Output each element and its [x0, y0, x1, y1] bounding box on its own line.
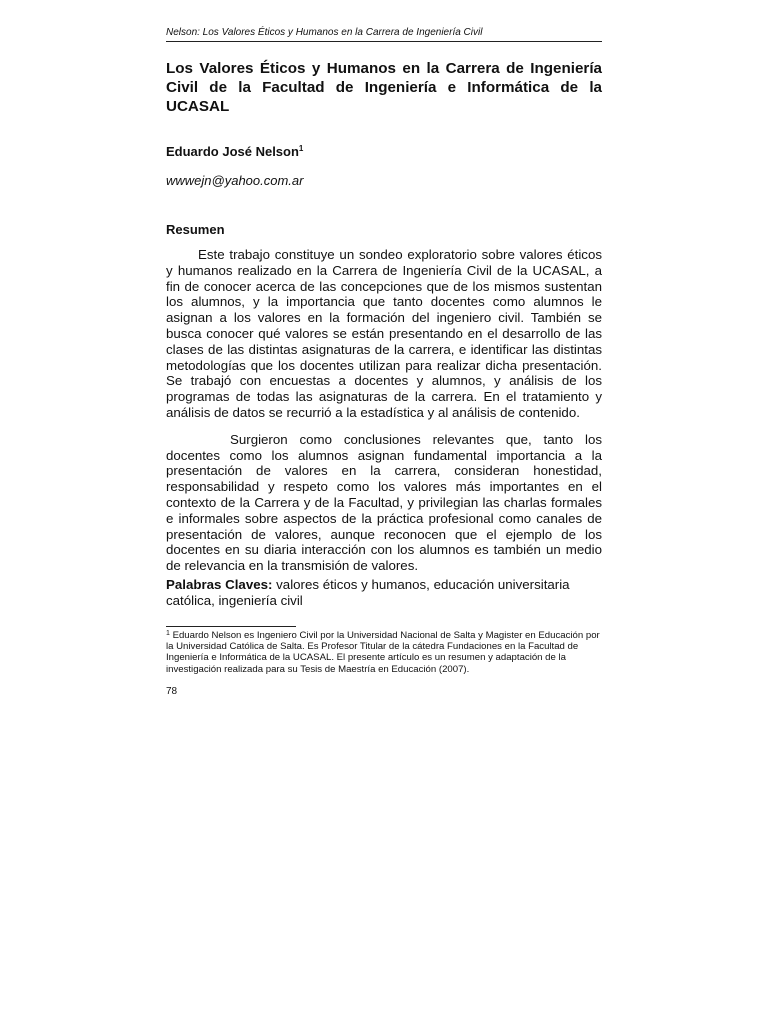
abstract-heading: Resumen: [166, 222, 225, 237]
keywords-text: valores éticos y humanos, educación universitaria católica, ingeniería civil: [166, 576, 570, 608]
keywords-label: Palabras Claves:: [166, 576, 273, 592]
footnote-text: Eduardo Nelson es Ingeniero Civil por la Universidad Nacional de Salta y Magister en Educación por la Universidad Católica de Salta. Es Profesor Titular de la cátedra Fundaciones en la Facultad de Ingeniería e Informática de la UCASAL. El presente artículo es un resumen y adaptación de la investigación realizada para su Tesis de Maestría en Educación (2007).: [166, 629, 600, 675]
footnote-divider: [166, 626, 296, 627]
keywords: [166, 577, 602, 609]
document-page: [166, 26, 602, 698]
author-line: [166, 143, 602, 160]
footnote-mark: 1: [166, 629, 170, 637]
author-footnote-mark[interactable]: 1: [298, 144, 304, 153]
running-header: Nelson: Los Valores Éticos y Humanos en la Carrera de Ingeniería Civil: [166, 26, 602, 42]
author-name: Eduardo José Nelson: [166, 144, 299, 159]
article-title: Los Valores Éticos y Humanos en la Carrera de Ingeniería Civil de la Facultad de Ingeniería e Informática de la UCASAL: [166, 60, 602, 115]
author-email[interactable]: wwwejn@yahoo.com.ar: [166, 173, 304, 188]
page-number: 78: [166, 686, 178, 698]
abstract-paragraph-2: Surgieron como conclusiones relevantes que, tanto los docentes como los alumnos asignan fundamental importancia a la presentación de valores en la carrera, consideran honestidad, responsabilidad y respeto como los valores más importantes en el contexto de la Carrera y de la Facultad, y privilegian las charlas formales e informales sobre aspectos de la práctica profesional como canales de presentación de valores, aunque reconocen que el ejemplo de los docentes en su diaria interacción con los alumnos es también un medio de relevancia en la transmisión de valores.: [166, 431, 602, 574]
footnote: [166, 630, 602, 676]
abstract-paragraph-1: Este trabajo constituye un sondeo exploratorio sobre valores éticos y humanos realizado en la Carrera de Ingeniería Civil de la UCASAL, a fin de conocer acerca de las concepciones que de los mismos sustentan los alumnos, y la importancia que tanto docentes como alumnos le asignan a los valores en la formación del ingeniero civil. También se busca conocer qué valores se están presentando en el desarrollo de las clases de las distintas asignaturas de la carrera, e identificar las distintas metodologías que los docentes utilizan para realizar dicha presentación. Se trabajó con encuestas a docentes y alumnos, y análisis de los programas de todas las asignaturas de la carrera. En el tratamiento y análisis de datos se recurrió a la estadística y al análisis de contenido.: [166, 247, 602, 420]
